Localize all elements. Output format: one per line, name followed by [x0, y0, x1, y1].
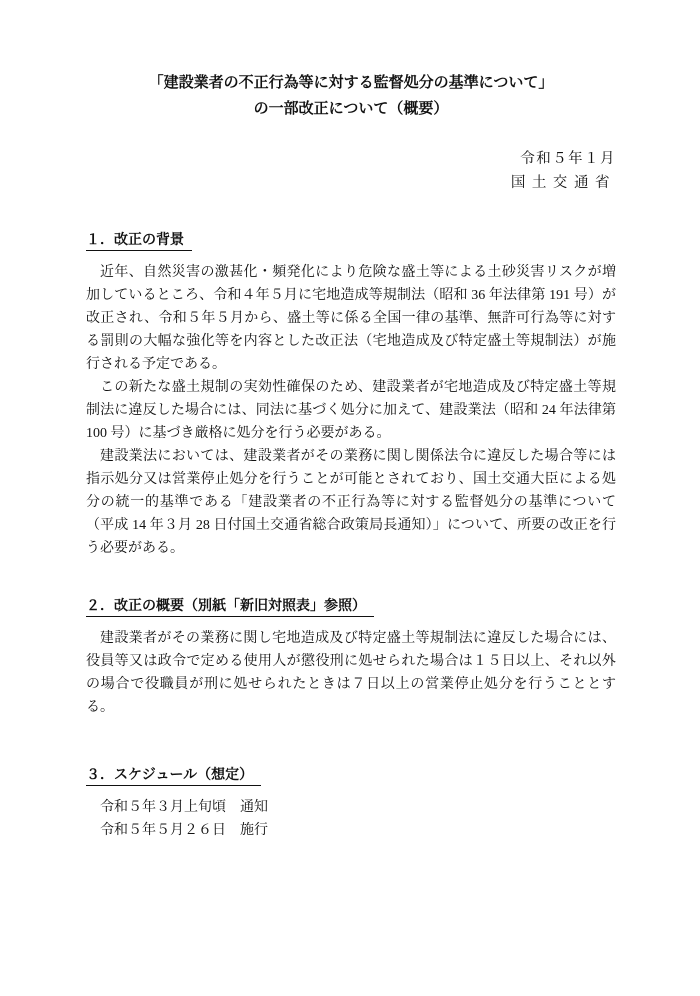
section-1-heading-text: １．改正の背景: [86, 229, 192, 251]
paragraph: この新たな盛土規制の実効性確保のため、建設業者が宅地造成及び特定盛土等規制法に違反した場合には、同法に基づく処分に加えて、建設業法（昭和 24 年法律第 100 号）に基づき厳格に処分を行う必要がある。: [86, 380, 616, 441]
section-2-heading: [86, 595, 616, 617]
document-meta: [86, 148, 616, 195]
section-2-heading-text: ２．改正の概要（別紙「新旧対照表」参照）: [86, 595, 374, 617]
section-3-heading: [86, 764, 616, 786]
section-3-heading-text: ３．スケジュール（想定）: [86, 764, 261, 786]
paragraph: 建設業者がその業務に関し宅地造成及び特定盛土等規制法に違反した場合には、役員等又は政令で定める使用人が懲役刑に処せられた場合は１５日以上、それ以外の場合で役職員が刑に処せられたときは７日以上の営業停止処分を行うこととする。: [86, 631, 616, 715]
section-1-heading: [86, 229, 616, 251]
title-line-2: の一部改正について（概要）: [253, 100, 449, 117]
document-title: [86, 70, 616, 122]
paragraph: 建設業法においては、建設業者がその業務に関し関係法令に違反した場合等には指示処分又は営業停止処分を行うことが可能とされており、国土交通大臣による処分の統一的基準である「建設業者の不正行為等に対する監督処分の基準について（平成 14 年３月 28 日付国土交通省総合政策局長通知）」について、所要の改正を行う必要がある。: [86, 449, 616, 556]
section-1-body: [86, 261, 616, 560]
section-3-body: [86, 796, 616, 842]
schedule-line: 令和５年５月２６日 施行: [100, 823, 268, 838]
document-organization: 国土交通省: [510, 175, 616, 191]
title-line-1: 「建設業者の不正行為等に対する監督処分の基準について」: [148, 74, 554, 91]
paragraph: 近年、自然災害の激甚化・頻発化により危険な盛土等による土砂災害リスクが増加しているところ、令和４年５月に宅地造成等規制法（昭和 36 年法律第 191 号）が改正され、令和５年５月から、盛土等に係る全国一律の基準、無許可行為等に対する罰則の大幅な強化等を内容とした改正法（宅地造成及び特定盛土等規制法）が施行される予定である。: [86, 265, 616, 372]
document-date: 令和５年１月: [520, 151, 616, 167]
section-2-body: [86, 627, 616, 719]
schedule-line: 令和５年３月上旬頃 通知: [100, 800, 268, 815]
